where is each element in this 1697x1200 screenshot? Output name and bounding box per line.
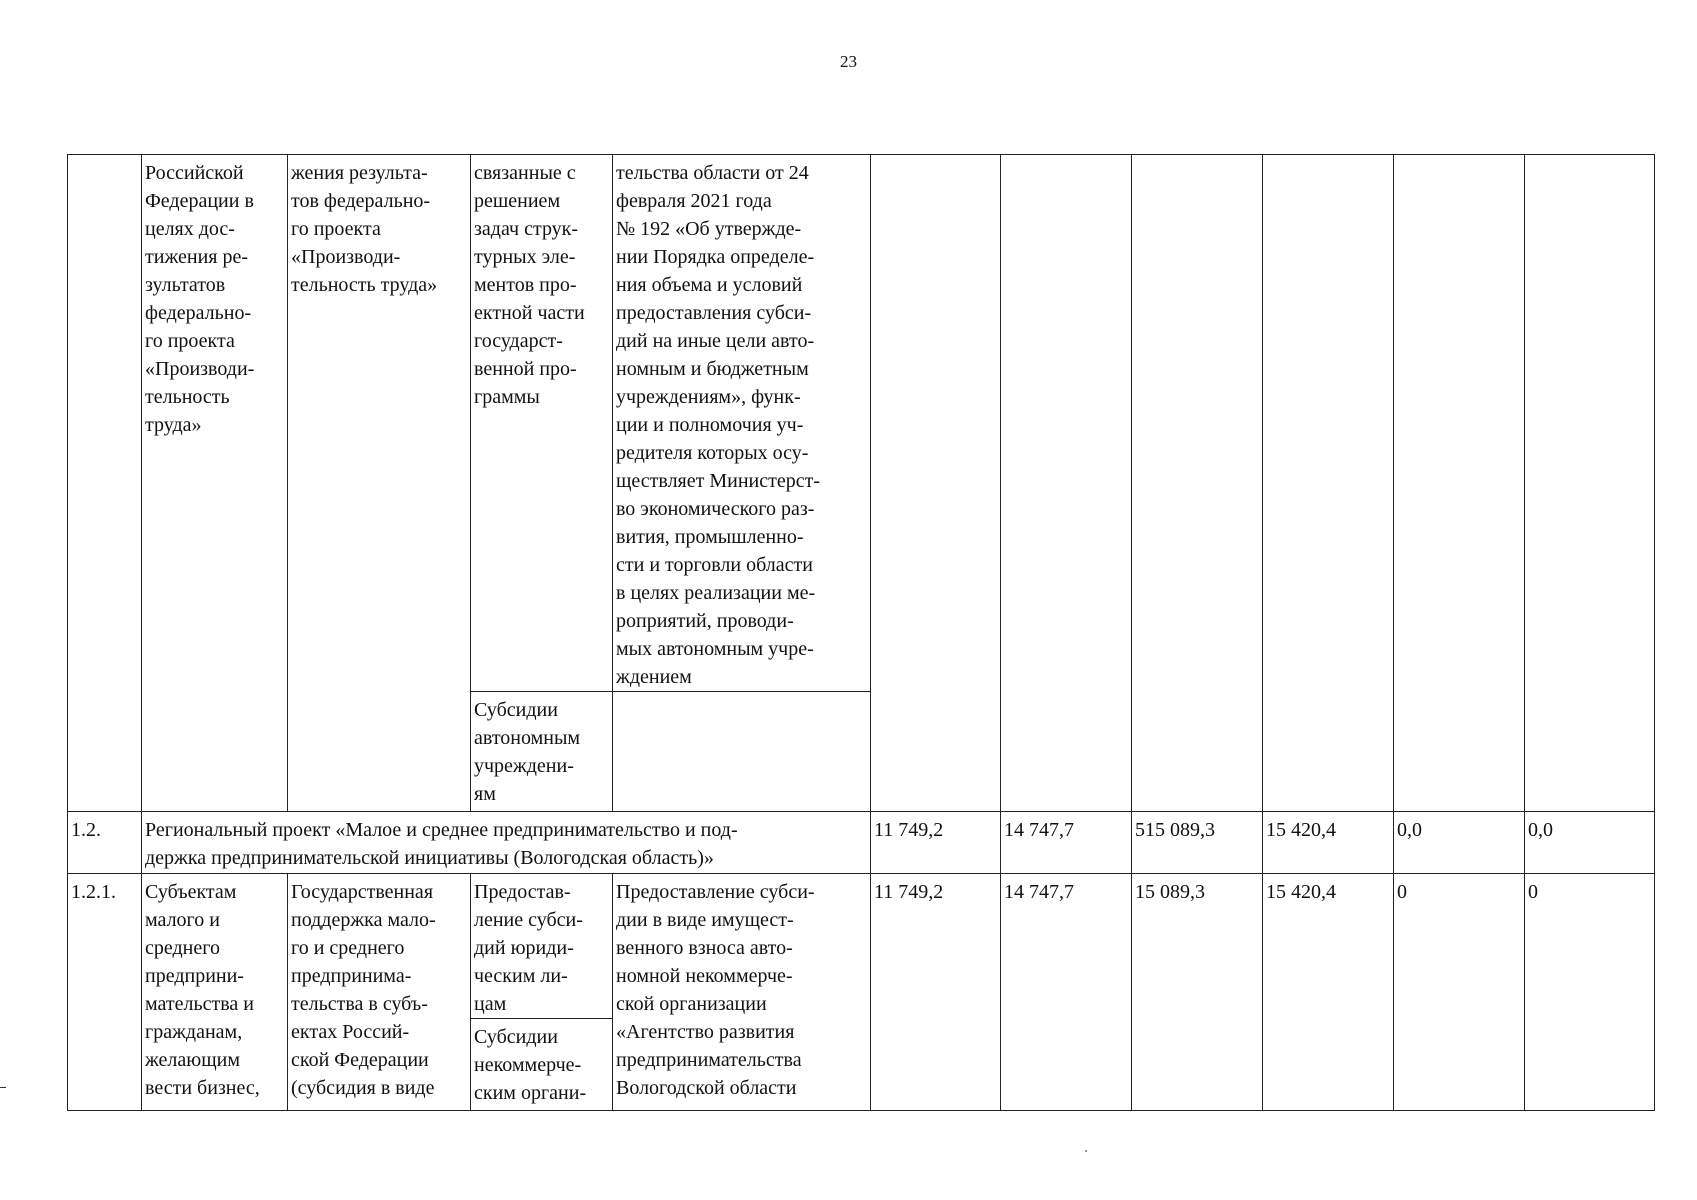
cell-value-1: 11 749,2 <box>871 874 1001 1111</box>
budget-table <box>67 154 1655 1111</box>
cell-result: Государственная поддержка мало- го и среднего предпринима- тельства в субъ- ектах Россий- ской Федерации (субсидия в виде <box>288 874 471 1111</box>
cell-number: 1.2. <box>68 812 142 874</box>
cell-number <box>68 155 142 812</box>
cell-type: Субсидии автономным учреждени- ям <box>471 692 613 812</box>
cell-description: тельства области от 24 февраля 2021 года № 192 «Об утвержде- нии Порядка определе- ния объема и условий предоставления субси- дий на иные цели авто- номным и бюджетным учреждениям», функ- ции и полномочия уч- редителя которых осу- ществляет Министерст- во экономического раз- вития, промышленно- сти и торговли области в целях реализации ме- роприятий, проводи- мых автономным учре- ждением <box>613 155 871 692</box>
margin-mark <box>0 1087 6 1088</box>
cell-value-5: 0 <box>1394 874 1525 1111</box>
cell-description: Предоставление субси- дии в виде имущест- венного взноса авто- номной некоммерче- ской организации «Агентство развития предпринимательства Вологодской области <box>613 874 871 1111</box>
cell-number: 1.2.1. <box>68 874 142 1111</box>
table-row-continuation <box>68 155 1655 692</box>
cell-value-3: 515 089,3 <box>1132 812 1263 874</box>
cell-value-4 <box>1263 155 1394 812</box>
cell-recipients: Российской Федерации в целях дос- тижения ре- зультатов федерально- го проекта «Производи- тельность труда» <box>142 155 288 812</box>
cell-value-6: 0 <box>1525 874 1655 1111</box>
cell-value-3: 15 089,3 <box>1132 874 1263 1111</box>
scan-speck <box>1085 1150 1087 1152</box>
cell-type: Предостав- ление субси- дий юриди- ческим ли- цам <box>471 874 613 1019</box>
cell-result: жения результа- тов федерально- го проекта «Производи- тельность труда» <box>288 155 471 812</box>
cell-value-1: 11 749,2 <box>871 812 1001 874</box>
cell-value-2 <box>1001 155 1132 812</box>
cell-value-1 <box>871 155 1001 812</box>
cell-value-2: 14 747,7 <box>1001 874 1132 1111</box>
cell-value-4: 15 420,4 <box>1263 812 1394 874</box>
cell-recipients: Субъектам малого и среднего предприни- мательства и гражданам, желающим вести бизнес, <box>142 874 288 1111</box>
cell-value-4: 15 420,4 <box>1263 874 1394 1111</box>
cell-value-2: 14 747,7 <box>1001 812 1132 874</box>
table-row-1-2-1 <box>68 874 1655 1019</box>
cell-project-title: Региональный проект «Малое и среднее предпринимательство и под- держка предпринимательской инициативы (Вологодская область)» <box>142 812 871 874</box>
cell-value-6: 0,0 <box>1525 812 1655 874</box>
cell-type: связанные с решением задач струк- турных эле- ментов про- ектной части государст- венной про- граммы <box>471 155 613 692</box>
cell-value-5 <box>1394 155 1525 812</box>
page-number: 23 <box>840 52 857 71</box>
cell-value-6 <box>1525 155 1655 812</box>
cell-type: Субсидии некоммерче- ским органи- <box>471 1019 613 1111</box>
cell-description <box>613 692 871 812</box>
table-row-1-2 <box>68 812 1655 874</box>
cell-value-3 <box>1132 155 1263 812</box>
cell-value-5: 0,0 <box>1394 812 1525 874</box>
